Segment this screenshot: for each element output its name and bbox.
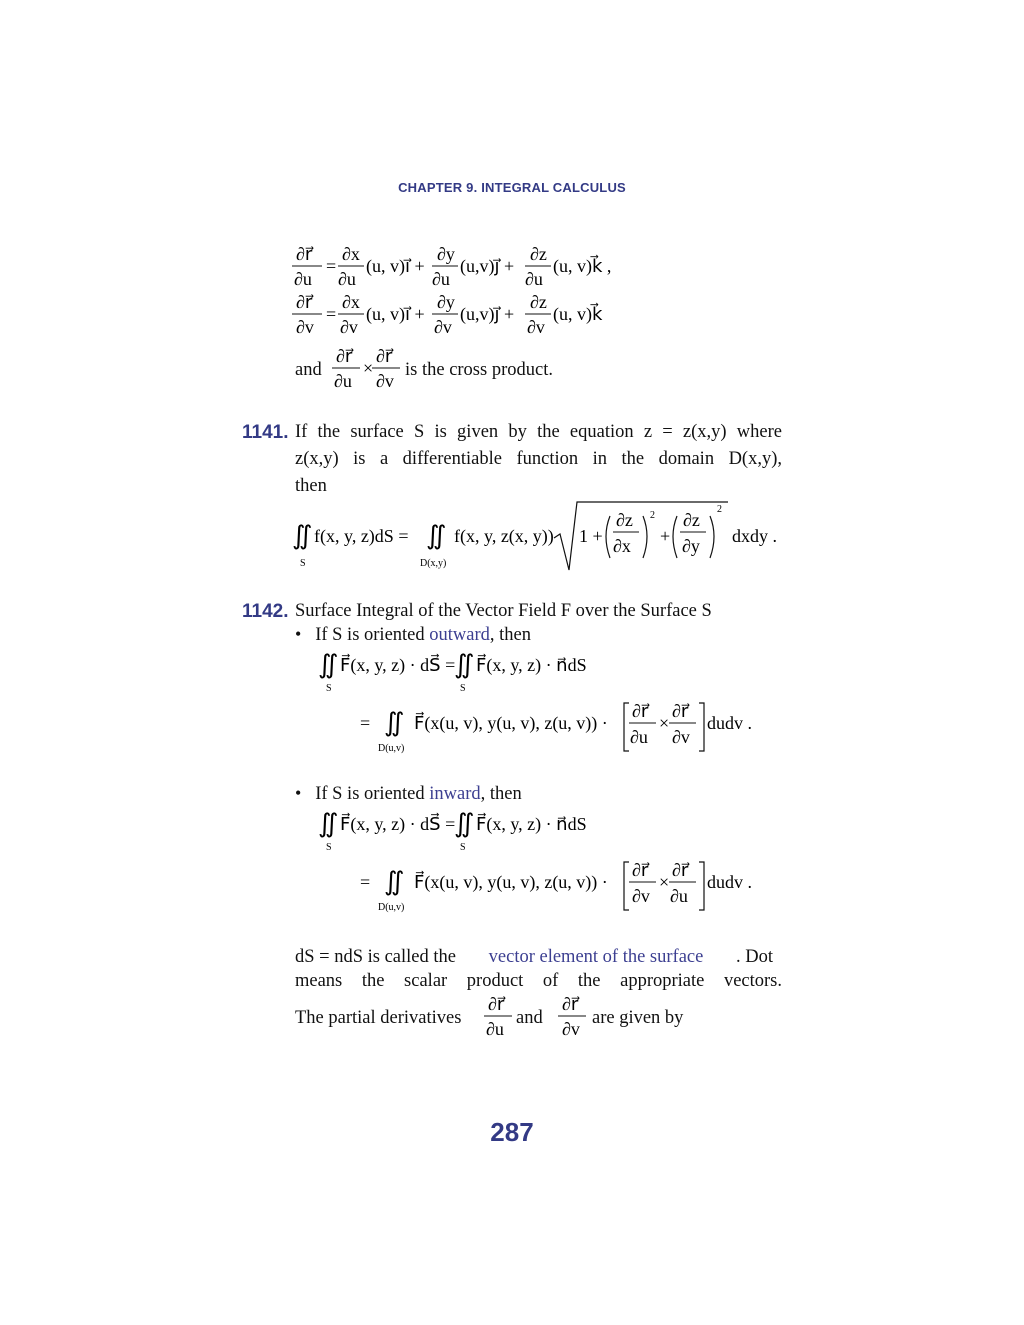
closing-line3-and: and xyxy=(516,1008,543,1028)
item-number-1142: 1142. xyxy=(242,601,289,622)
svg-text:∂x: ∂x xyxy=(342,292,360,312)
svg-text:∂v: ∂v xyxy=(340,317,358,337)
svg-text:∂z: ∂z xyxy=(683,510,700,530)
svg-text:∂v: ∂v xyxy=(672,727,690,747)
page-number: 287 xyxy=(490,1117,534,1147)
svg-text:2: 2 xyxy=(717,504,722,515)
svg-text:∂u: ∂u xyxy=(486,1019,504,1039)
svg-text:(u,v)j⃗ +: (u,v)j⃗ + xyxy=(460,256,515,276)
svg-text:∂r⃗: ∂r⃗ xyxy=(562,994,579,1014)
svg-text:F⃗(x(u, v), y(u, v), z(u, v)): F⃗(x(u, v), y(u, v), z(u, v)) · xyxy=(414,872,608,892)
inward-flux-formula xyxy=(318,804,758,916)
svg-text:S: S xyxy=(300,558,306,569)
cross-product-text: is the cross product. xyxy=(405,360,553,380)
cross-product-expression xyxy=(330,344,402,396)
bullet-dot: • xyxy=(295,624,302,644)
svg-text:f(x, y, z)dS =: f(x, y, z)dS = xyxy=(314,526,409,546)
svg-text:×: × xyxy=(659,713,670,733)
partial-derivative-equations xyxy=(290,240,670,340)
svg-text:F⃗(x(u, v), y(u, v), z(u, v)): F⃗(x(u, v), y(u, v), z(u, v)) · xyxy=(414,713,608,733)
running-header: CHAPTER 9. INTEGRAL CALCULUS xyxy=(398,180,626,195)
svg-text:(u,v)j⃗ +: (u,v)j⃗ + xyxy=(460,304,515,324)
closing-line1: dS = ndS is called the vector element of the surface . Dot xyxy=(295,947,773,967)
svg-text:∂z: ∂z xyxy=(530,244,547,264)
svg-text:×: × xyxy=(363,358,374,378)
closing-line3-prefix: The partial derivatives xyxy=(295,1008,462,1028)
item-1141-line2: z(x,y) is a differentiable function in the domain D(x,y), xyxy=(295,449,782,469)
bullet-dot: • xyxy=(295,783,302,803)
svg-text:S: S xyxy=(326,842,332,853)
svg-text:∂u: ∂u xyxy=(432,269,450,289)
surface-integral-scalar-formula xyxy=(292,498,782,574)
svg-text:S: S xyxy=(326,683,332,694)
svg-text:S: S xyxy=(460,683,466,694)
svg-text:∬: ∬ xyxy=(384,867,405,896)
svg-text:∂r⃗: ∂r⃗ xyxy=(632,701,649,721)
keyword-vector-element: vector element of the surface xyxy=(488,947,704,967)
svg-text:F⃗(x, y, z) · n⃗dS: F⃗(x, y, z) · n⃗dS xyxy=(476,655,587,675)
svg-text:+: + xyxy=(660,526,671,546)
svg-text:2: 2 xyxy=(650,510,655,521)
svg-text:(u, v)k⃗ ,: (u, v)k⃗ , xyxy=(553,256,612,276)
svg-text:∂v: ∂v xyxy=(562,1019,580,1039)
svg-text:∬: ∬ xyxy=(384,708,405,737)
keyword-outward: outward xyxy=(429,625,490,645)
svg-text:∂r⃗: ∂r⃗ xyxy=(296,292,313,312)
fraction-dr-dv xyxy=(556,992,588,1044)
bullet-inward: • If S is oriented inward, then xyxy=(295,783,522,804)
svg-text:D(u,v): D(u,v) xyxy=(378,743,405,754)
svg-text:=: = xyxy=(360,713,371,733)
svg-text:∂u: ∂u xyxy=(670,886,688,906)
svg-text:∂y: ∂y xyxy=(437,292,455,312)
svg-text:∬: ∬ xyxy=(426,521,447,550)
svg-text:=: = xyxy=(360,872,371,892)
svg-text:∂x: ∂x xyxy=(342,244,360,264)
svg-text:∂r⃗: ∂r⃗ xyxy=(672,860,689,880)
svg-text:∂r⃗: ∂r⃗ xyxy=(336,346,353,366)
svg-text:D(u,v): D(u,v) xyxy=(378,902,405,913)
item-1141-line3: then xyxy=(295,476,327,496)
item-1142-title: Surface Integral of the Vector Field F over the Surface S xyxy=(295,601,712,621)
fraction-dr-du xyxy=(482,992,514,1044)
svg-text:∂z: ∂z xyxy=(616,510,633,530)
svg-text:1 +: 1 + xyxy=(579,526,603,546)
closing-line2: means the scalar product of the appropriate vectors. xyxy=(295,971,782,991)
svg-text:f(x, y, z(x, y)): f(x, y, z(x, y)) xyxy=(454,526,554,546)
svg-text:∂v: ∂v xyxy=(376,371,394,391)
svg-text:∬: ∬ xyxy=(318,809,339,838)
svg-text:∂y: ∂y xyxy=(437,244,455,264)
svg-text:(u, v)i⃗ +: (u, v)i⃗ + xyxy=(366,256,425,276)
svg-text:∂u: ∂u xyxy=(630,727,648,747)
svg-text:dudv .: dudv . xyxy=(707,872,752,892)
outward-flux-formula xyxy=(318,645,758,757)
keyword-inward: inward xyxy=(429,784,481,804)
item-1141-line1: If the surface S is given by the equation z = z(x,y) where xyxy=(295,422,782,442)
svg-text:F⃗(x, y, z) · n⃗dS: F⃗(x, y, z) · n⃗dS xyxy=(476,814,587,834)
svg-text:F⃗(x, y, z) · dS⃗ =: F⃗(x, y, z) · dS⃗ = xyxy=(340,655,456,675)
svg-text:∬: ∬ xyxy=(292,521,313,550)
frac-num: ∂r⃗ xyxy=(296,244,313,264)
svg-text:∂u: ∂u xyxy=(294,269,312,289)
svg-text:∬: ∬ xyxy=(454,809,475,838)
svg-text:S: S xyxy=(460,842,466,853)
svg-text:∂r⃗: ∂r⃗ xyxy=(376,346,393,366)
svg-text:∂r⃗: ∂r⃗ xyxy=(672,701,689,721)
svg-text:∂z: ∂z xyxy=(530,292,547,312)
svg-text:∂r⃗: ∂r⃗ xyxy=(632,860,649,880)
item-number-1141: 1141. xyxy=(242,422,289,443)
svg-text:∂u: ∂u xyxy=(338,269,356,289)
svg-text:∬: ∬ xyxy=(454,650,475,679)
svg-text:∂u: ∂u xyxy=(334,371,352,391)
svg-text:dxdy .: dxdy . xyxy=(732,526,777,546)
svg-text:∂u: ∂u xyxy=(525,269,543,289)
svg-text:∂r⃗: ∂r⃗ xyxy=(488,994,505,1014)
svg-text:=: = xyxy=(326,256,337,276)
svg-text:D(x,y): D(x,y) xyxy=(420,558,447,569)
svg-text:∂x: ∂x xyxy=(613,536,631,556)
svg-text:(u, v)k⃗: (u, v)k⃗ xyxy=(553,304,603,324)
bullet-outward: • If S is oriented outward, then xyxy=(295,624,531,645)
intro-and: and xyxy=(295,360,322,380)
svg-text:∂v: ∂v xyxy=(527,317,545,337)
svg-text:=: = xyxy=(326,304,337,324)
svg-text:∂v: ∂v xyxy=(434,317,452,337)
svg-text:(u, v)i⃗ +: (u, v)i⃗ + xyxy=(366,304,425,324)
closing-line3-suffix: are given by xyxy=(592,1008,684,1028)
svg-text:dudv .: dudv . xyxy=(707,713,752,733)
svg-text:F⃗(x, y, z) · dS⃗ =: F⃗(x, y, z) · dS⃗ = xyxy=(340,814,456,834)
svg-text:∂v: ∂v xyxy=(632,886,650,906)
svg-text:∂v: ∂v xyxy=(296,317,314,337)
svg-text:∬: ∬ xyxy=(318,650,339,679)
svg-text:×: × xyxy=(659,872,670,892)
svg-text:∂y: ∂y xyxy=(682,536,700,556)
